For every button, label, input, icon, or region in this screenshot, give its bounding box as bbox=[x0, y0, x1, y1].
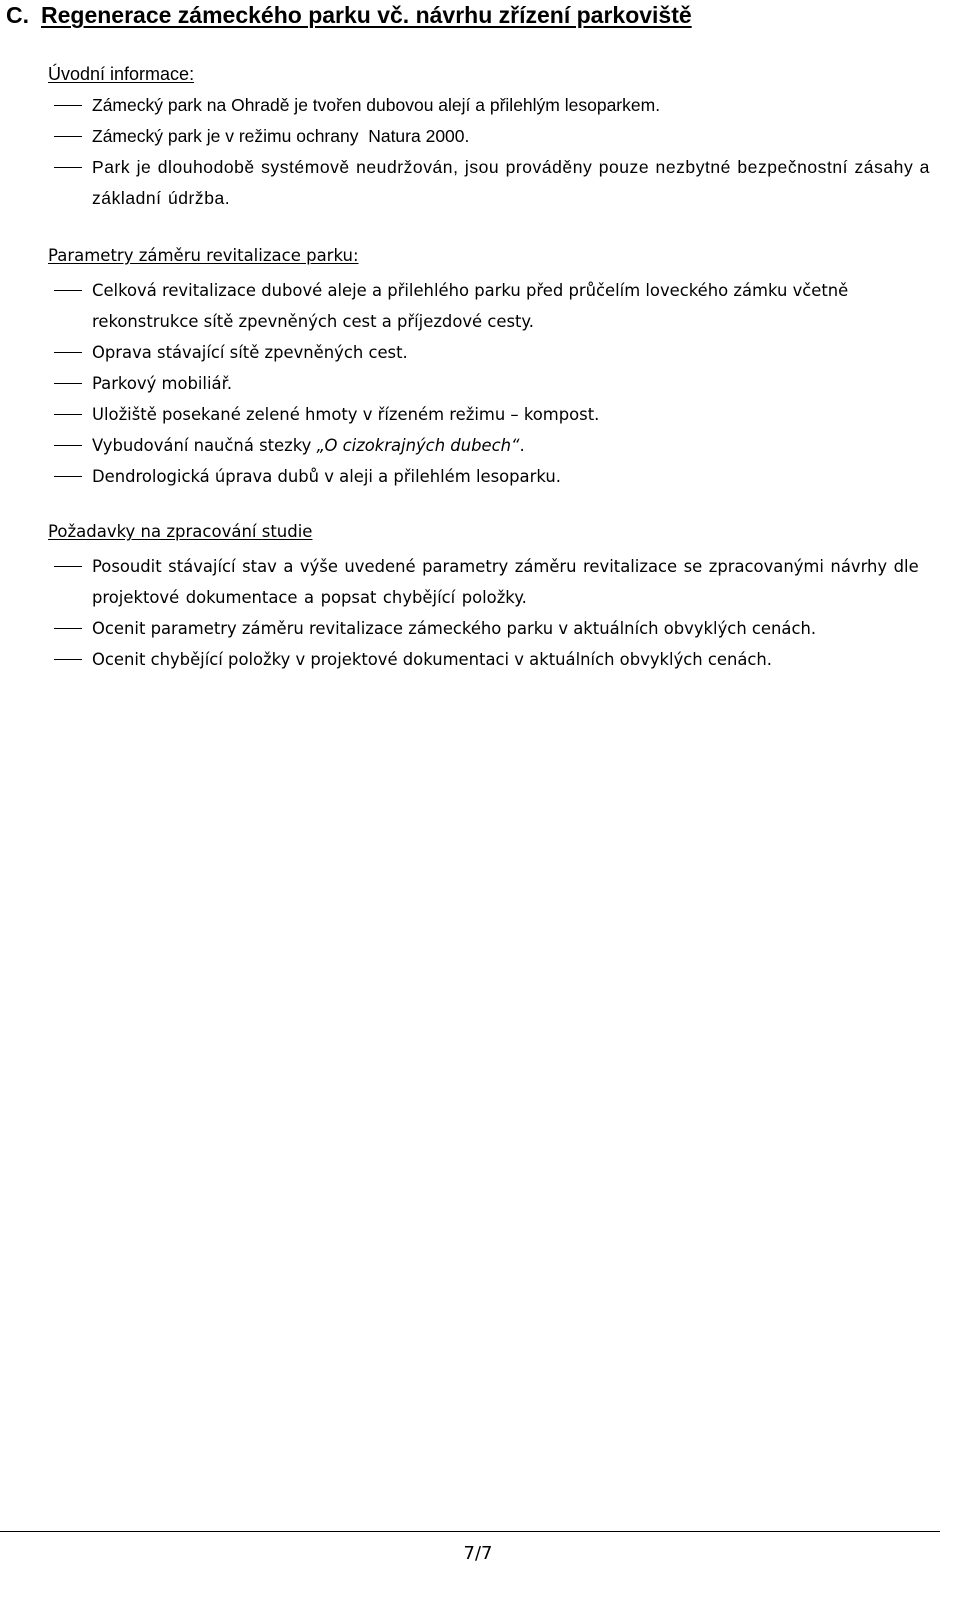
page-number bbox=[0, 1542, 938, 1566]
list-item bbox=[48, 399, 938, 430]
list-item-text: Ocenit chybějící položky v projektové dokumentaci v aktuálních obvyklých cenách. bbox=[92, 650, 773, 669]
section-heading bbox=[6, 0, 692, 30]
page-number-text: 7/7 bbox=[463, 1543, 493, 1564]
list-item-text: Zámecký park je v režimu ochrany Natura 2000. bbox=[92, 126, 470, 146]
dash-bullet bbox=[54, 476, 82, 477]
dash-bullet bbox=[54, 352, 82, 353]
parameters-list bbox=[48, 275, 938, 492]
dash-bullet bbox=[54, 290, 82, 291]
dash-bullet bbox=[54, 383, 82, 384]
requirements-section bbox=[48, 520, 938, 675]
parameters-title: Parametry záměru revitalizace parku: bbox=[48, 246, 359, 265]
list-item-text: Dendrologická úprava dubů v aleji a přilehlém lesoparku. bbox=[92, 467, 561, 486]
list-item bbox=[48, 613, 938, 644]
list-item bbox=[48, 152, 938, 214]
list-item bbox=[48, 461, 938, 492]
list-item-text: Uložiště posekané zelené hmoty v řízeném režimu – kompost. bbox=[92, 405, 600, 424]
list-item bbox=[48, 121, 938, 152]
dash-bullet bbox=[54, 167, 82, 168]
intro-title: Úvodní informace: bbox=[48, 64, 195, 84]
list-item-text: Zámecký park na Ohradě je tvořen dubovou alejí a přilehlým lesoparkem. bbox=[92, 95, 661, 115]
dash-bullet bbox=[54, 414, 82, 415]
footer-divider bbox=[0, 1531, 940, 1532]
dash-bullet bbox=[54, 136, 82, 137]
list-item bbox=[48, 644, 938, 675]
intro-list bbox=[48, 90, 938, 214]
dash-bullet bbox=[54, 659, 82, 660]
list-item-text: Posoudit stávající stav a výše uvedené parametry záměru revitalizace se zpracovanými návrhy dle projektové dokumentace a popsat chybějící položky. bbox=[92, 557, 919, 607]
trail-name: „O cizokrajných dubech“ bbox=[316, 436, 520, 455]
dash-bullet bbox=[54, 445, 82, 446]
dash-bullet bbox=[54, 566, 82, 567]
list-item bbox=[48, 90, 938, 121]
list-item-text: Ocenit parametry záměru revitalizace zámeckého parku v aktuálních obvyklých cenách. bbox=[92, 619, 817, 638]
list-item bbox=[48, 337, 938, 368]
list-item bbox=[48, 430, 938, 461]
section-letter: C. bbox=[6, 2, 29, 28]
dash-bullet bbox=[54, 628, 82, 629]
list-item-text: Parkový mobiliář. bbox=[92, 374, 233, 393]
list-item bbox=[48, 368, 938, 399]
intro-section bbox=[48, 62, 938, 214]
list-item-text: . bbox=[519, 436, 525, 455]
requirements-title: Požadavky na zpracování studie bbox=[48, 522, 313, 541]
dash-bullet bbox=[54, 105, 82, 106]
list-item-text: Oprava stávající sítě zpevněných cest. bbox=[92, 343, 408, 362]
list-item-text: Park je dlouhodobě systémově neudržován, jsou prováděny pouze nezbytné bezpečnostní zásahy a základní údržba. bbox=[92, 157, 930, 208]
list-item bbox=[48, 275, 938, 337]
parameters-section bbox=[48, 244, 938, 492]
list-item-text: Celková revitalizace dubové aleje a přilehlého parku před průčelím loveckého zámku včetně rekonstrukce sítě zpevněných cest a příjezdové cesty. bbox=[92, 281, 849, 331]
list-item-text: Vybudování naučná stezky bbox=[92, 436, 317, 455]
section-title: Regenerace zámeckého parku vč. návrhu zřízení parkoviště bbox=[41, 2, 692, 28]
requirements-list bbox=[48, 551, 938, 675]
list-item bbox=[48, 551, 938, 613]
